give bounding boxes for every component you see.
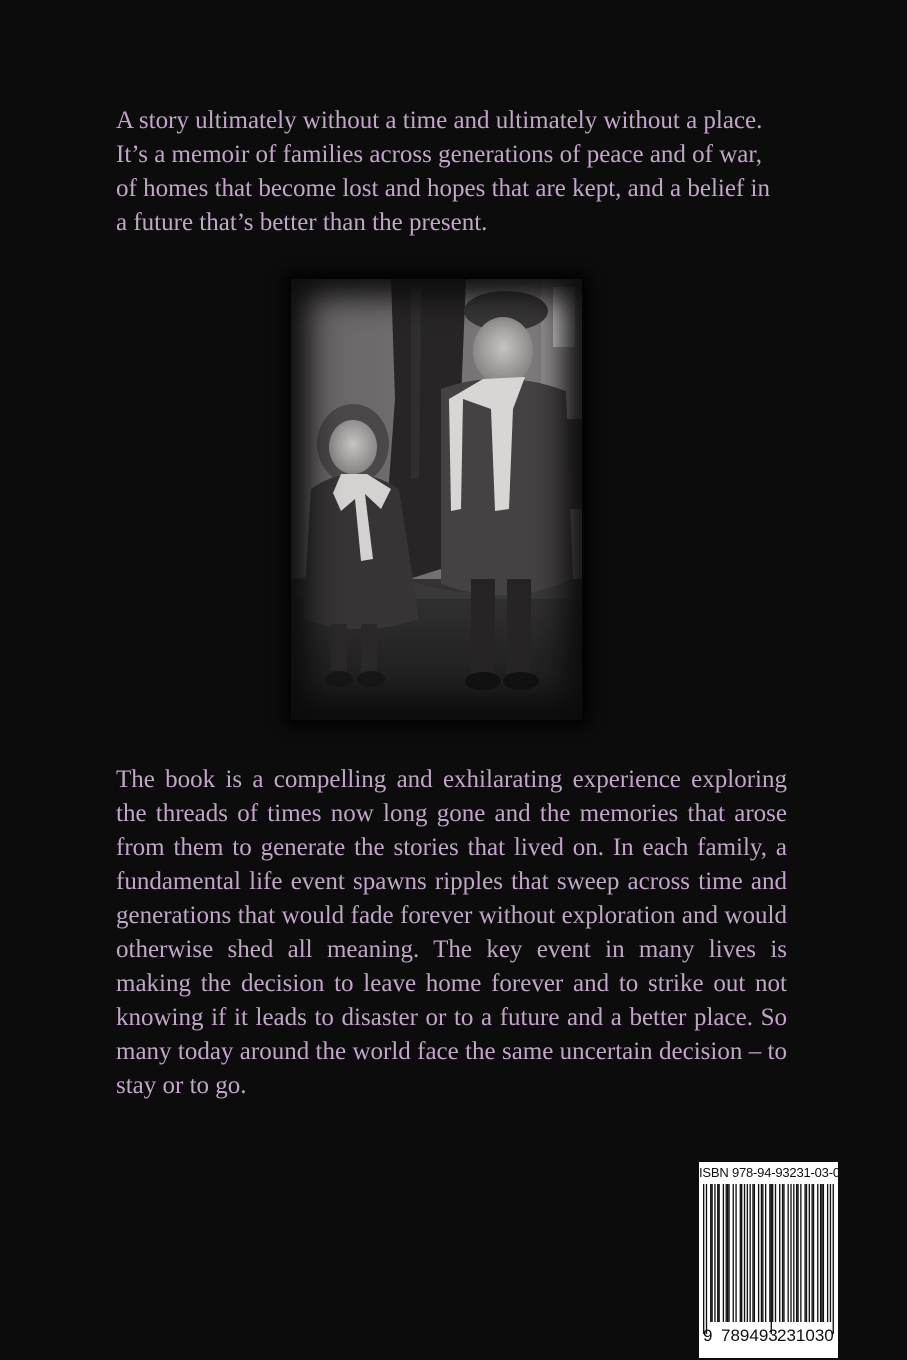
barcode-bar — [744, 1184, 745, 1322]
barcode-bar — [772, 1184, 773, 1322]
barcode-bar — [703, 1184, 704, 1334]
barcode-bar — [817, 1184, 818, 1322]
barcode-bar — [765, 1184, 766, 1322]
barcode-bar — [733, 1184, 734, 1322]
barcode-bar — [833, 1184, 834, 1334]
barcode-bar — [821, 1184, 822, 1322]
barcode-bar — [820, 1184, 821, 1322]
barcode-bar — [809, 1184, 810, 1322]
barcode-bar — [727, 1184, 728, 1322]
barcode-bar — [752, 1184, 753, 1322]
barcode-bar — [806, 1184, 807, 1322]
barcode-digit-first: 9 — [703, 1326, 713, 1345]
barcode-bar — [830, 1184, 831, 1322]
barcode-bar — [718, 1184, 719, 1322]
vintage-photo-two-children — [291, 279, 582, 720]
isbn-barcode — [699, 1162, 838, 1358]
barcode-bar — [811, 1184, 812, 1322]
barcode-bar — [797, 1184, 798, 1322]
barcode-bar — [741, 1184, 742, 1322]
barcode-bar — [728, 1184, 729, 1322]
barcode-bar — [790, 1184, 791, 1322]
back-cover-blurb-top: A story ultimately without a time and ultimately without a place. It’s a memoir of families across generations of peace and of war, of homes that become lost and hopes that are kept, and a belief in a future that’s better than the present. — [116, 107, 770, 236]
barcode-bar — [796, 1184, 797, 1322]
photo-illustration — [291, 279, 582, 720]
barcode-bar — [804, 1184, 805, 1322]
barcode-bar — [800, 1184, 801, 1322]
barcode-bar — [740, 1184, 741, 1322]
isbn-label: ISBN 978-94-93231-03-0 — [699, 1165, 840, 1180]
barcode-bar — [754, 1184, 755, 1322]
barcode-bar — [762, 1184, 763, 1322]
barcode-bar — [711, 1184, 712, 1322]
barcode-bar — [761, 1184, 762, 1322]
barcode-bar — [775, 1184, 776, 1322]
barcode-bar — [823, 1184, 824, 1322]
barcode-bar — [747, 1184, 748, 1322]
barcode-bar — [783, 1184, 784, 1322]
barcode-bar — [793, 1184, 794, 1322]
barcode-bar — [717, 1184, 718, 1322]
barcode-bar — [726, 1184, 727, 1322]
barcode-bar — [827, 1184, 828, 1322]
barcode-bar — [706, 1184, 707, 1334]
barcode-bar — [758, 1184, 759, 1322]
barcode-bar — [779, 1184, 780, 1322]
barcode-bar — [788, 1184, 789, 1322]
barcode-bar — [710, 1184, 711, 1322]
barcode-digits-right: 231030 — [777, 1326, 834, 1345]
back-cover-blurb-bottom: The book is a compelling and exhilarating experience exploring the threads of times now long gone and the memories that arose from them to generate the stories that lived on. In each family, a fundamental life event spawns ripples that sweep across time and generations that would fade forever without exploration and would otherwise shed all meaning. The key event in many lives is making the decision to leave home forever and to strike out not knowing if it leads to disaster or to a future and a better place. So many today around the world face the same uncertain decision – to stay or to go. — [116, 766, 787, 1099]
barcode-bar — [769, 1184, 770, 1322]
barcode-bar — [749, 1184, 750, 1322]
barcode-bar — [723, 1184, 724, 1322]
barcode-bars — [703, 1184, 834, 1334]
barcode-bar — [771, 1184, 772, 1334]
barcode-bar — [782, 1184, 783, 1322]
barcode-bar — [813, 1184, 814, 1322]
barcode-bar — [714, 1184, 715, 1322]
barcode-digits-left: 789493 — [721, 1326, 778, 1345]
barcode-bar — [735, 1184, 736, 1322]
